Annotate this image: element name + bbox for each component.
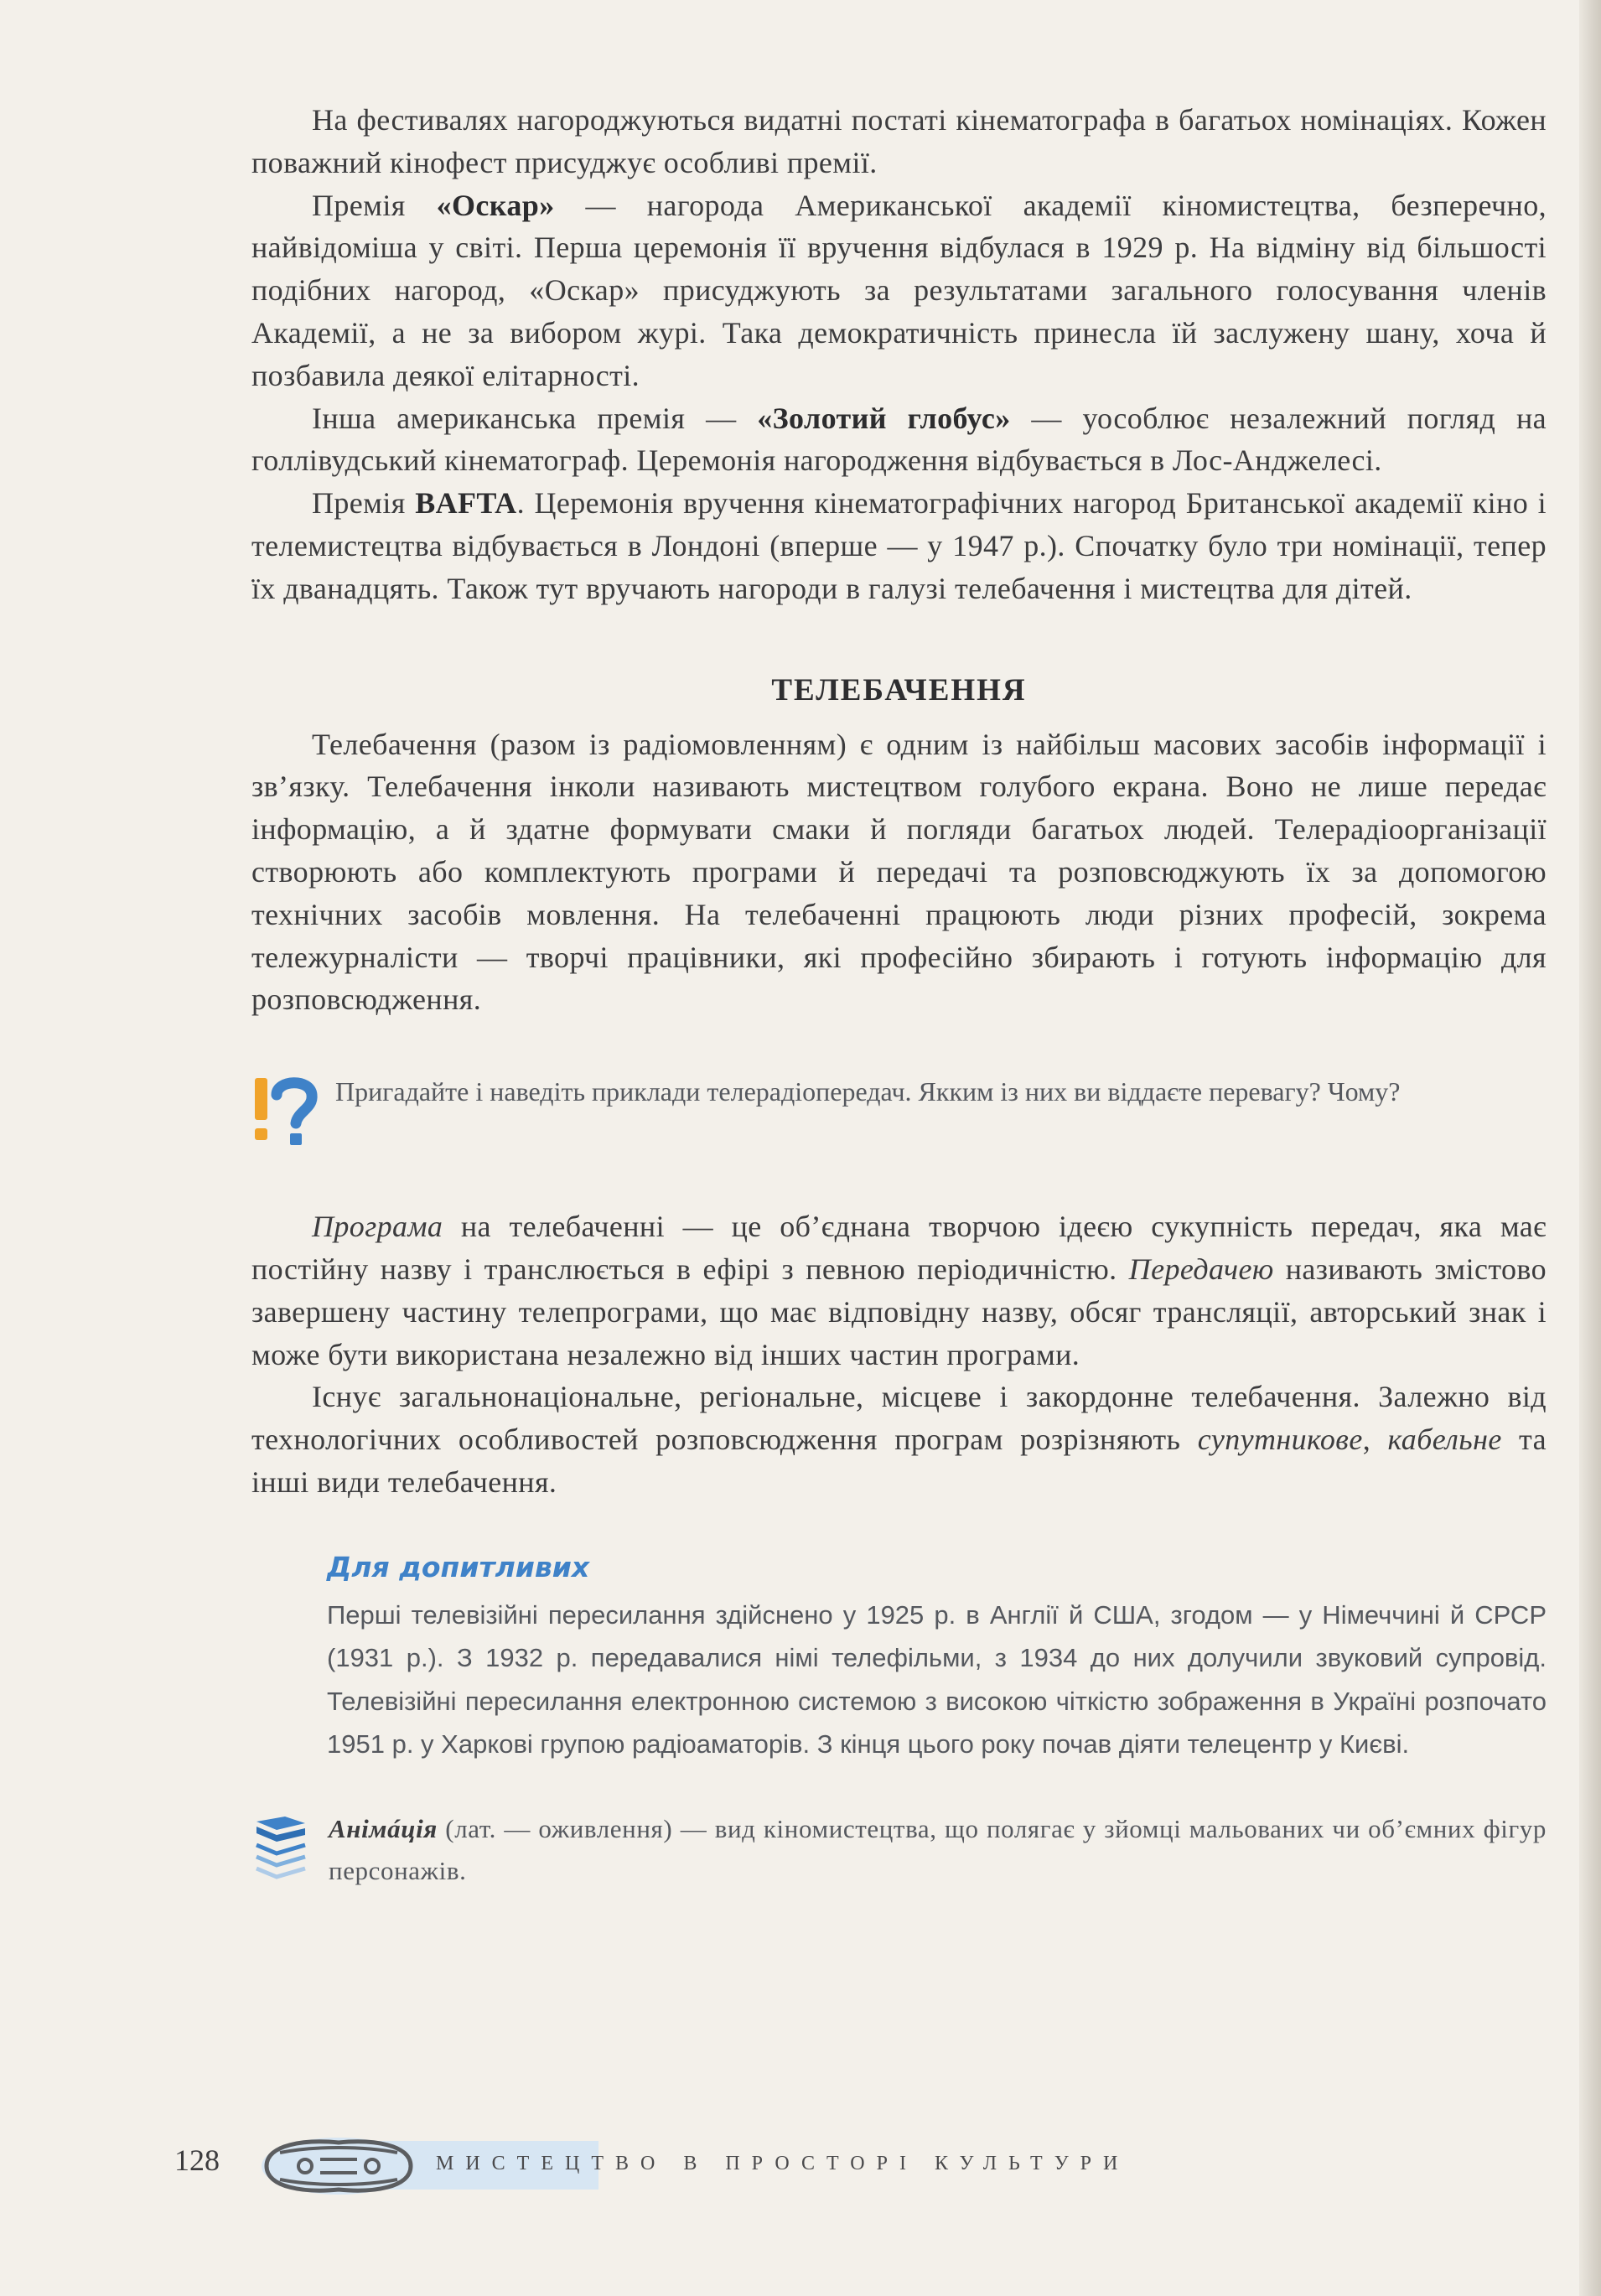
definition-text: Анімáція (лат. — оживлення) — вид кіномистецтва, що полягає у зйомці мальованих чи об’ємних фігур персонажів. [329, 1813, 1547, 1885]
question-text: Пригадайте і наведіть приклади телерадіопередач. Якким із них ви віддаєте перевагу? Чому? [335, 1076, 1401, 1107]
book-stack-icon [251, 1810, 310, 1890]
term-satellite: супутникове [1197, 1423, 1363, 1457]
term-broadcast: Передачею [1128, 1252, 1274, 1286]
term-golden-globe: «Золотий глобус» [757, 401, 1011, 435]
paragraph-tv-types: Існує загальнонаціональне, регіональне, місцеве і закордонне телебачення. Залежно від технологічних особливостей розповсюдження програм розрізняють супутникове, кабельне та інші види телебачення. [251, 1380, 1547, 1499]
paragraph-oscar: Премія «Оскар» — нагорода Американської академії кіномистецтва, безперечно, найвідоміша у світі. Перша церемонія її вручення відбулася в 1929 р. На відміну від більшості подібних нагород, «Оскар» присуджують за результатами загального голосування членів Академії, а не за вибором журі. Така демократичність принесла їй заслужену шану, хоча й позбавила деякої елітарності. [251, 188, 1547, 392]
term-bafta: BAFTA [415, 486, 517, 521]
curious-text: Перші телевізійні пересилання здійснено у 1925 р. в Англії й США, згодом — у Німеччині й СРСР (1931 р.). З 1932 р. передавалися німі телефільми, з 1934 до них долучили звуковий супровід. Телевізійні пересилання електронною системою з високою чіткістю зображення в Україні розпочато 1951 р. у Харкові групою радіоаматорів. З кінця цього року почав діяти телецентр у Києві. [327, 1599, 1547, 1760]
page-edge-shadow [1579, 0, 1601, 2296]
page-content [251, 99, 1547, 1895]
term-animation: Анімáція [329, 1813, 438, 1843]
paragraph-festivals: На фестивалях нагороджуються видатні постаті кінематографа в багатьох номінаціях. Кожен поважний кінофест присуджує особливі премії. [251, 103, 1547, 179]
term-oscar: «Оскар» [436, 188, 555, 222]
definition-block [251, 1808, 1547, 1895]
paragraph-golden-globe: Інша американська премія — «Золотий глобус» — уособлює незалежний погляд на голлівудський кінематограф. Церемонія нагородження відбувається в Лос-Анджелесі. [251, 401, 1547, 478]
paragraph-bafta: Премія BAFTA. Церемонія вручення кінематографічних нагород Британської академії кіно і телемистецтва відбувається в Лондоні (вперше — у 1947 р.). Спочатку було три номінації, тепер їх дванадцять. Також тут вручають нагороди в галузі телебачення і мистецтва для дітей. [251, 486, 1547, 605]
running-title: МИСТЕЦТВО В ПРОСТОРІ КУЛЬТУРИ [436, 2153, 1130, 2174]
page-number: 128 [174, 2143, 220, 2177]
exclamation-question-icon [251, 1070, 319, 1153]
paragraph-program-definition: Програма на телебаченні — це об’єднана творчою ідеєю сукупність передач, яка має постійну назву і транслюється в ефірі з певною періодичністю. Передачею називають змістово завершену частину телепрограми, що має відповідну назву, обсяг трансляції, авторський знак і може бути використана незалежно від інших частин програми. [251, 1210, 1547, 1371]
question-block [251, 1070, 1547, 1162]
page-footer [174, 2128, 1516, 2211]
paragraph-television-intro: Телебачення (разом із радіомовленням) є одним із найбільш масових засобів інформації і зв’язку. Телебачення інколи називають мистецтвом голубого екрана. Воно не лише передає інформацію, а й здатне формувати смаки й погляди багатьох людей. Телерадіоорганізації створюють або комплектують програми й передачі та розповсюджують їх за допомогою технічних засобів мовлення. На телебаченні працюють люди різних професій, зокрема тележурналісти — творчі працівники, які професійно збирають і готують інформацію для розповсюдження. [251, 727, 1547, 1017]
term-program: Програма [312, 1210, 443, 1244]
section-heading-television: ТЕЛЕБАЧЕННЯ [771, 672, 1027, 707]
term-cable: кабельне [1387, 1423, 1502, 1457]
spacer [251, 1162, 1547, 1205]
curious-box [327, 1551, 1547, 1766]
curious-title: Для допитливих [327, 1550, 590, 1583]
